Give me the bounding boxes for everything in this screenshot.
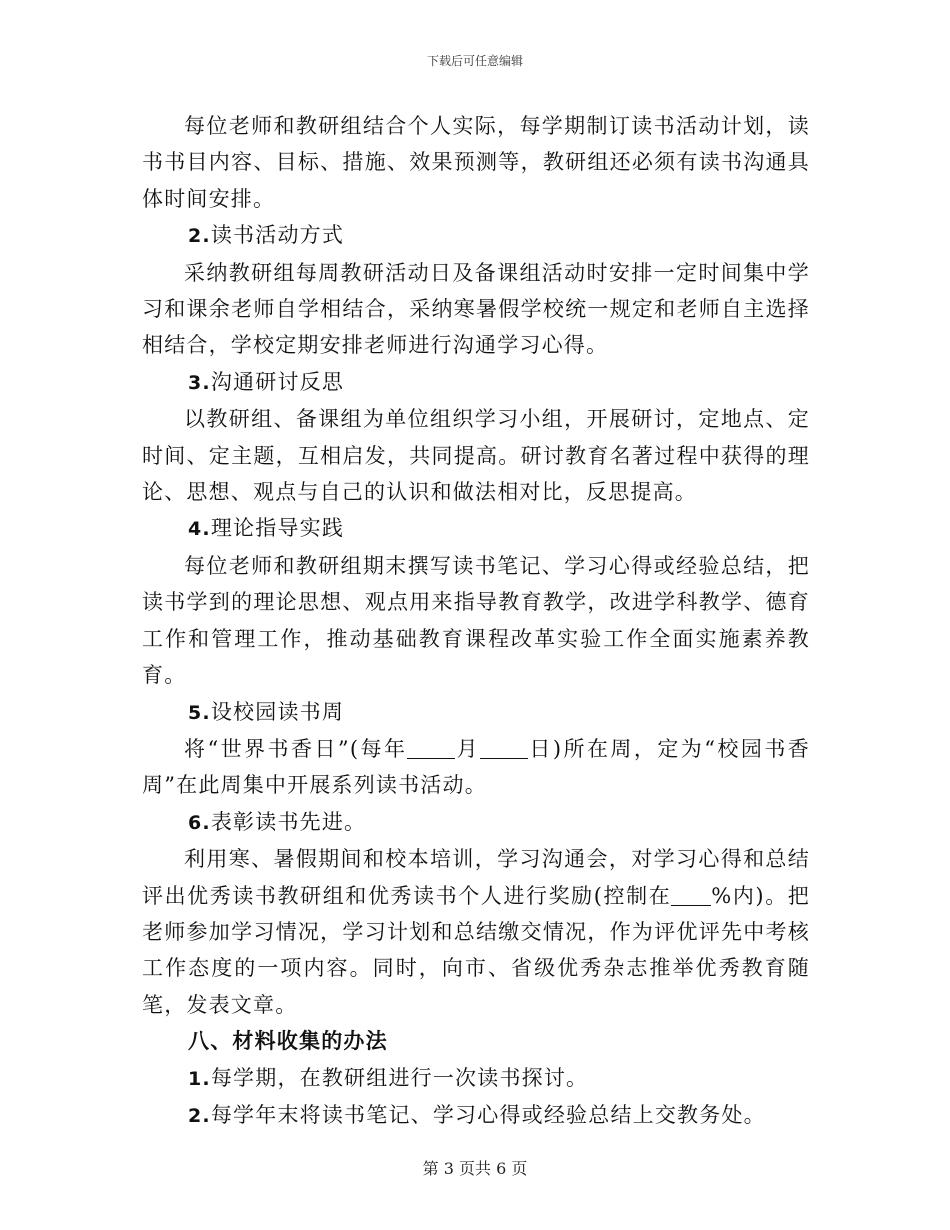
- paragraph-reading-week: [142, 731, 810, 804]
- heading-text: 表彰读书先进。: [210, 809, 367, 834]
- text-segment: %内)。把老师参加学习情况，学习计划和总结缴交情况，作为评优评先中考核工作态度的一项内容。同时，向市、省级优秀杂志推举优秀教育随笔，发表文章。: [142, 883, 810, 1017]
- item-text: 每学期，在教研组进行一次读书探讨。: [210, 1065, 589, 1090]
- heading-text: 设校园读书周: [210, 699, 345, 724]
- text-segment: 利用寒、暑假期间和校本培训，学习沟通会，对学习心得和总结评出优秀读书教研组和优秀读书个人进行奖励(控制在: [142, 847, 810, 908]
- list-item-year-end-submission: [142, 1097, 810, 1134]
- heading-commendation: [142, 804, 810, 841]
- heading-number: 6.: [188, 811, 211, 834]
- document-body: [142, 108, 810, 1134]
- item-number: 1.: [188, 1067, 211, 1090]
- heading-number: 4.: [188, 518, 211, 541]
- heading-reading-week: [142, 694, 810, 731]
- heading-text: 读书活动方式: [210, 223, 345, 248]
- heading-theory-practice: [142, 510, 810, 547]
- paragraph-commendation: [142, 841, 810, 1023]
- page-footer: 第 3 页共 6 页: [422, 1159, 528, 1178]
- heading-text: 沟通研讨反思: [210, 369, 345, 394]
- section-title-material-collection: 八、材料收集的办法: [188, 1028, 388, 1054]
- item-text: 每学年末将读书笔记、学习心得或经验总结上交教务处。: [210, 1102, 766, 1127]
- fill-blank-month: [407, 737, 455, 759]
- page-header: 下载后可任意编辑: [426, 54, 523, 68]
- paragraph-theory-practice: 每位老师和教研组期末撰写读书笔记、学习心得或经验总结，把读书学到的理论思想、观点用来指导教育教学，改进学科教学、德育工作和管理工作，推动基础教育课程改革实验工作全面实施素养教育。: [142, 553, 810, 688]
- fill-blank-percent: [671, 884, 711, 906]
- list-item-semester-discussion: [142, 1060, 810, 1097]
- paragraph-discussion: 以教研组、备课组为单位组织学习小组，开展研讨，定地点、定时间、定主题，互相启发，共同提高。研讨教育名著过程中获得的理论、思想、观点与自己的认识和做法相对比，反思提高。: [142, 407, 810, 505]
- paragraph-reading-plan: 每位老师和教研组结合个人实际，每学期制订读书活动计划，读书书目内容、目标、措施、效果预测等，教研组还必须有读书沟通具体时间安排。: [142, 114, 810, 211]
- fill-blank-day: [480, 737, 528, 759]
- heading-reading-method: [142, 217, 810, 254]
- heading-number: 5.: [188, 701, 211, 724]
- text-segment: 将“世界书香日”(每年: [184, 736, 408, 761]
- heading-number: 2.: [188, 225, 211, 248]
- item-number: 2.: [188, 1104, 211, 1127]
- text-segment: 日)所在周，定为“校园书香周”在此周集中开展系列读书活动。: [142, 736, 810, 798]
- text-segment: 月: [455, 736, 481, 761]
- heading-text: 理论指导实践: [210, 516, 345, 541]
- heading-number: 3.: [188, 371, 211, 394]
- paragraph-reading-method: 采纳教研组每周教研活动日及备课组活动时安排一定时间集中学习和课余老师自学相结合，采纳寒暑假学校统一规定和老师自主选择相结合，学校定期安排老师进行沟通学习心得。: [142, 260, 810, 358]
- heading-discussion: [142, 364, 810, 401]
